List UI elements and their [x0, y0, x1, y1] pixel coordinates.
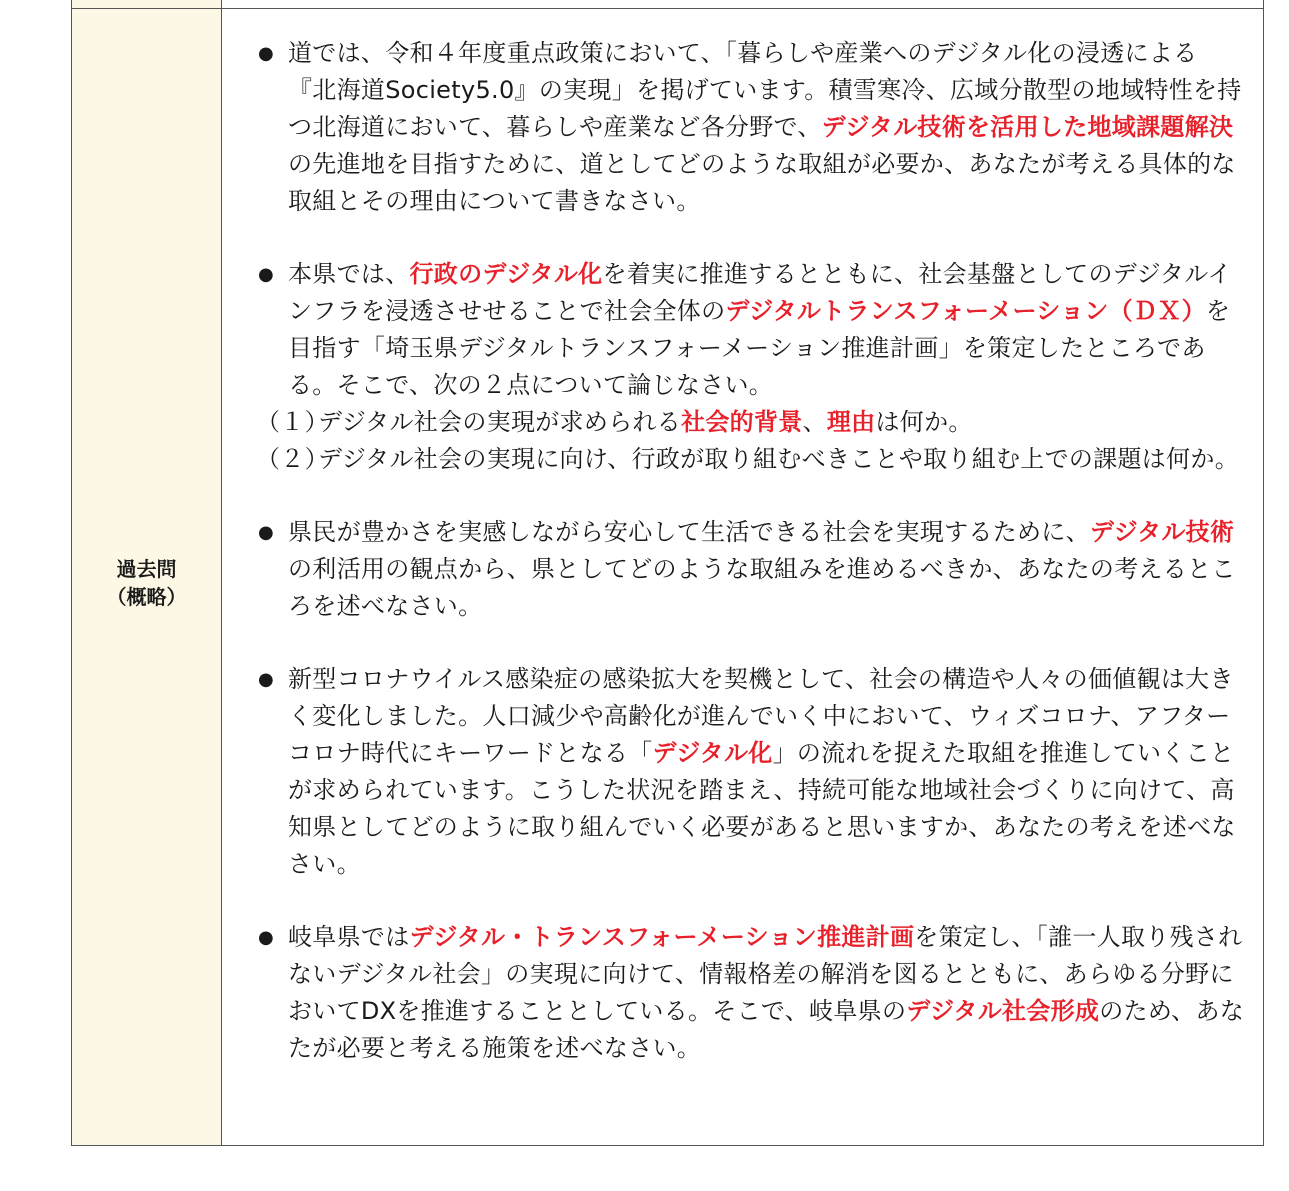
- sub-question: [256, 404, 1246, 441]
- question-item: [256, 256, 1246, 478]
- sub-question: [256, 441, 1246, 478]
- bullet-icon: ●: [257, 927, 274, 948]
- highlighted-keyword: 社会的背景: [681, 408, 803, 436]
- bullet-icon: ●: [257, 264, 274, 285]
- sub-question-number: （２）: [256, 445, 329, 473]
- content-cell: [222, 9, 1263, 1145]
- question-text: 、: [802, 408, 827, 436]
- questions-table: [71, 0, 1264, 1146]
- highlighted-keyword: 理由: [826, 408, 876, 436]
- highlighted-keyword: 行政のデジタル化: [409, 260, 603, 288]
- question-text: は何か。: [875, 408, 973, 436]
- question-text: 」の流れを捉えた取組を推進していくことが求められています。こうした状況を踏まえ、持続可能な地域社会づくりに向けて、高知県としてどのように取り組んでいく必要があると思いますか、あなたの考えを述べなさい。: [288, 739, 1236, 878]
- highlighted-keyword: デジタル化: [652, 739, 773, 767]
- row-label: [107, 555, 187, 611]
- question-item: [256, 919, 1246, 1067]
- question-text: デジタル社会の実現に向け、行政が取り組むべきことや取り組む上での課題は何か。: [318, 445, 1239, 473]
- bullet-icon: ●: [257, 43, 274, 64]
- question-text: デジタル社会の実現が求められる: [318, 408, 682, 436]
- question-text: 本県では、: [288, 260, 410, 288]
- question-item: [256, 514, 1246, 625]
- question-text: 県民が豊かさを実感しながら安心して生活できる社会を実現するために、: [288, 518, 1090, 546]
- bullet-icon: ●: [257, 522, 274, 543]
- highlighted-keyword: デジタル技術: [1089, 518, 1235, 546]
- bullet-icon: ●: [257, 669, 274, 690]
- row-label-line1: 過去問: [116, 557, 177, 581]
- highlighted-keyword: デジタル社会形成: [906, 997, 1100, 1025]
- highlighted-keyword: デジタルトランスフォーメーション（ＤＸ）: [725, 297, 1206, 325]
- label-cell: [72, 9, 222, 1145]
- question-text: を目指す「埼玉県デジタルトランスフォーメーション推進計画」を策定したところである。そこで、次の２点について論じなさい。: [288, 297, 1231, 399]
- row-label-line2: （概略）: [106, 585, 187, 609]
- table-top-row: [72, 0, 1263, 9]
- question-text: 道では、令和４年度重点政策において、「暮らしや産業へのデジタル化の浸透による『北海道Society5.0』の実現」を掲げています。積雪寒冷、広域分散型の地域特性を持つ北海道において、暮らしや産業など各分野で、: [288, 39, 1242, 141]
- question-text: 岐阜県では: [288, 923, 410, 951]
- table-main-row: [72, 9, 1263, 1145]
- question-text: を策定し、「誰一人取り残されないデジタル社会」の実現に向けて、情報格差の解消を図るとともに、あらゆる分野においてDXを推進することとしている。そこで、岐阜県の: [288, 923, 1243, 1025]
- question-item: [256, 661, 1246, 883]
- highlighted-keyword: デジタル技術を活用した地域課題解決: [821, 113, 1234, 141]
- question-text: を着実に推進するとともに、社会基盤としてのデジタルインフラを浸透させせることで社会全体の: [288, 260, 1232, 325]
- question-item: [256, 35, 1246, 220]
- question-list: [256, 35, 1246, 1067]
- sub-question-number: （１）: [256, 408, 329, 436]
- question-text: の利活用の観点から、県としてどのような取組みを進めるべきか、あなたの考えるところを述べなさい。: [288, 555, 1236, 620]
- top-row-label-cell: [72, 0, 222, 8]
- highlighted-keyword: デジタル・トランスフォーメーション推進計画: [409, 923, 915, 951]
- question-text: のため、あなたが必要と考える施策を述べなさい。: [288, 997, 1245, 1062]
- question-text: の先進地を目指すために、道としてどのような取組が必要か、あなたが考える具体的な取組とその理由について書きなさい。: [288, 150, 1236, 215]
- question-text: 新型コロナウイルス感染症の感染拡大を契機として、社会の構造や人々の価値観は大きく変化しました。人口減少や高齢化が進んでいく中において、ウィズコロナ、アフターコロナ時代にキーワードとなる「: [288, 665, 1234, 767]
